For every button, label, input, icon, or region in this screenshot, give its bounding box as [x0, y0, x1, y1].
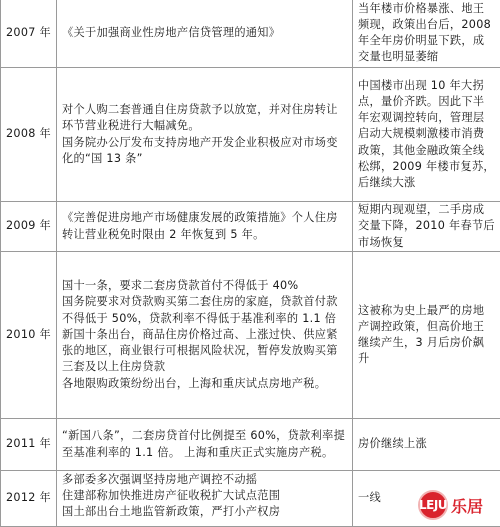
policy-cell	[57, 68, 353, 202]
leju-logo-icon	[418, 490, 448, 520]
policy-cell	[57, 419, 353, 471]
policy-line: 国十一条，要求二套房贷款首付不得低于 40%	[62, 278, 347, 294]
year-cell: 2012 年	[1, 471, 57, 527]
year-cell: 2009 年	[1, 202, 57, 252]
leju-logo-word: 乐居	[451, 494, 483, 517]
effect-cell	[353, 252, 500, 419]
policy-line: 新国十条出台，商品住房价格过高、上涨过快、供应紧张的地区，商业银行可根据风险状况，暂停发放购买第三套及以上住房贷款	[62, 327, 347, 376]
policy-cell	[57, 252, 353, 419]
year-cell: 2011 年	[1, 419, 57, 471]
policy-line: 国土部出台土地监管新政策，严打小产权房	[62, 504, 347, 520]
effect-text: 当年楼市价格暴涨、地王频现，政策出台后，2008年全年房价明显下跌，成交量也明显萎缩	[358, 1, 495, 66]
table-row	[1, 68, 500, 202]
table-row	[1, 252, 500, 419]
policy-line: 对个人购二套普通自住房贷款予以放宽，并对住房转让环节营业税进行大幅减免。	[62, 102, 347, 134]
year-cell: 2008 年	[1, 68, 57, 202]
effect-text: 一线	[358, 490, 495, 506]
policy-line: “新国八条”，二套房贷首付比例提至 60%，贷款利率提至基准利率的 1.1 倍。 上海和重庆正式实施房产税。	[62, 428, 347, 460]
policy-cell	[57, 471, 353, 527]
table-row	[1, 419, 500, 471]
year-cell: 2007 年	[1, 0, 57, 68]
policy-line: 国务院要求对贷款购买第二套住房的家庭，贷款首付款不得低于 50%，贷款利率不得低于基准利率的 1.1 倍	[62, 294, 347, 326]
policy-line: 《完善促进房地产市场健康发展的政策措施》个人住房转让营业税免时限由 2 年恢复到 5 年。	[62, 210, 347, 242]
effect-cell	[353, 202, 500, 252]
table-row	[1, 0, 500, 68]
effect-text: 中国楼市出现 10 年大拐点，量价齐跌。因此下半年宏观调控转向，管理层启动大规模刺激楼市消费政策，其他金融政策全线松绑，2009 年楼市复苏，后继续大涨	[358, 78, 495, 191]
effect-text: 短期内现观望，二手房成交量下降，2010 年春节后市场恢复	[358, 202, 495, 251]
year-cell: 2010 年	[1, 252, 57, 419]
policy-line: 《关于加强商业性房地产信贷管理的通知》	[62, 25, 347, 41]
policy-line: 住建部称加快推进房产征收税扩大试点范围	[62, 488, 347, 504]
policy-line: 各地限购政策纷纷出台，上海和重庆试点房地产税。	[62, 376, 347, 392]
effect-cell	[353, 68, 500, 202]
effect-text: 这被称为史上最严的房地产调控政策，但高价地王继续产生，3 月后房价飙升	[358, 303, 495, 368]
effect-cell	[353, 419, 500, 471]
policy-line: 国务院办公厅发布支持房地产开发企业积极应对市场变化的“国 13 条”	[62, 135, 347, 167]
policy-cell	[57, 0, 353, 68]
effect-cell	[353, 0, 500, 68]
table-row	[1, 202, 500, 252]
policy-line: 多部委多次强调坚持房地产调控不动摇	[62, 472, 347, 488]
effect-text: 房价继续上涨	[358, 436, 495, 452]
policy-cell	[57, 202, 353, 252]
leju-watermark	[388, 487, 500, 523]
leju-logo-letters: LEJU	[419, 498, 447, 512]
